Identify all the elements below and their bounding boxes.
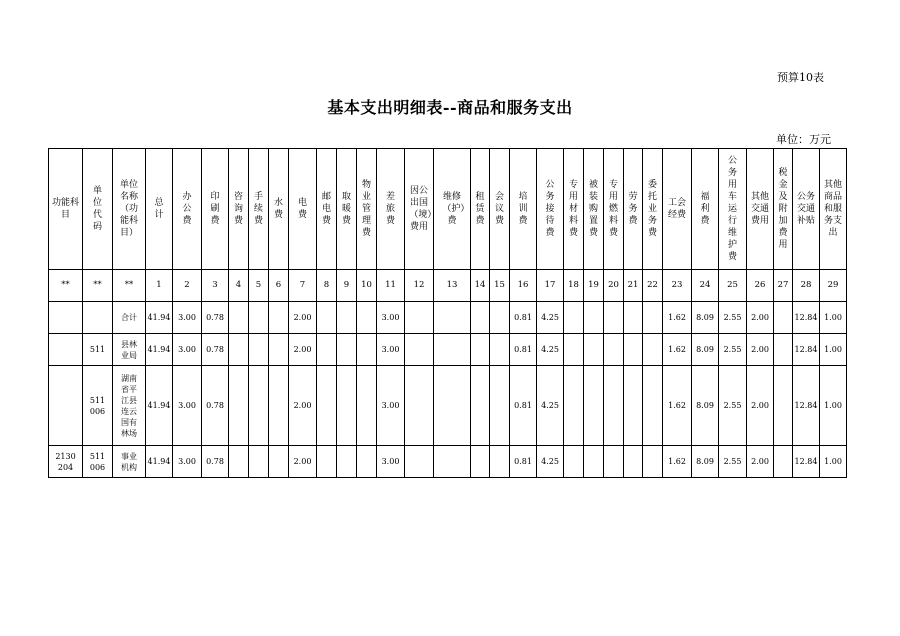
col-header-label: 公务接待费 bbox=[545, 180, 555, 238]
cell-fuel bbox=[604, 302, 624, 334]
col-header-heating bbox=[337, 149, 357, 270]
col-header-uniform bbox=[584, 149, 604, 270]
cell-uniform: 19 bbox=[584, 270, 604, 302]
cell-tax bbox=[774, 334, 793, 366]
cell-entrust bbox=[643, 302, 663, 334]
cell-uniform bbox=[584, 334, 604, 366]
cell-heating bbox=[337, 302, 357, 334]
cell-consult bbox=[229, 366, 249, 446]
cell-total: 41.94 bbox=[146, 366, 173, 446]
col-header-label: 邮电费 bbox=[321, 192, 331, 226]
cell-labor: 21 bbox=[624, 270, 643, 302]
cell-heating: 9 bbox=[337, 270, 357, 302]
cell-travel: 11 bbox=[377, 270, 405, 302]
col-header-label: 因公出国（境）费用 bbox=[409, 186, 437, 232]
cell-func bbox=[49, 366, 83, 446]
cell-abroad bbox=[405, 302, 434, 334]
cell-property bbox=[357, 334, 377, 366]
table-number: 预算10表 bbox=[777, 71, 824, 84]
cell-office: 3.00 bbox=[173, 366, 202, 446]
cell-transport: 26 bbox=[747, 270, 774, 302]
col-header-label: 公务用车运行维护费 bbox=[727, 156, 737, 262]
col-header-label: 专用材料费 bbox=[568, 180, 578, 238]
col-header-reception bbox=[537, 149, 564, 270]
cell-tax bbox=[774, 366, 793, 446]
cell-tax bbox=[774, 446, 793, 478]
cell-reception: 4.25 bbox=[537, 302, 564, 334]
cell-reception: 17 bbox=[537, 270, 564, 302]
cell-vehicle: 2.55 bbox=[719, 334, 747, 366]
cell-name: 湖南 省平 江县 连云 国有 林场 bbox=[113, 366, 146, 446]
col-header-label: 物业管理费 bbox=[361, 180, 371, 238]
cell-heating bbox=[337, 334, 357, 366]
col-header-other bbox=[820, 149, 847, 270]
col-header-subsidy bbox=[793, 149, 820, 270]
unit-label: 单位：万元 bbox=[776, 133, 831, 146]
cell-welfare: 8.09 bbox=[692, 366, 719, 446]
cell-material bbox=[564, 366, 584, 446]
cell-labor bbox=[624, 334, 643, 366]
cell-handling bbox=[249, 366, 269, 446]
cell-subsidy: 12.84 bbox=[793, 446, 820, 478]
col-header-fuel bbox=[604, 149, 624, 270]
cell-post bbox=[317, 302, 337, 334]
cell-uniform bbox=[584, 302, 604, 334]
cell-name: 事业 机构 bbox=[113, 446, 146, 478]
cell-meeting bbox=[490, 446, 510, 478]
col-header-water bbox=[269, 149, 289, 270]
cell-consult bbox=[229, 334, 249, 366]
cell-total: 41.94 bbox=[146, 334, 173, 366]
col-header-material bbox=[564, 149, 584, 270]
col-header-label: 专用燃料费 bbox=[608, 180, 618, 238]
cell-labor bbox=[624, 446, 643, 478]
table-row bbox=[49, 366, 847, 446]
col-header-label: 租赁费 bbox=[475, 192, 485, 226]
cell-reception: 4.25 bbox=[537, 366, 564, 446]
cell-code: 511 006 bbox=[83, 366, 113, 446]
cell-travel: 3.00 bbox=[377, 334, 405, 366]
cell-vehicle: 2.55 bbox=[719, 302, 747, 334]
col-header-label: 功能科目 bbox=[51, 198, 79, 220]
cell-electric: 2.00 bbox=[289, 446, 317, 478]
cell-electric: 2.00 bbox=[289, 334, 317, 366]
cell-repair bbox=[434, 366, 471, 446]
cell-post bbox=[317, 366, 337, 446]
cell-subsidy: 12.84 bbox=[793, 334, 820, 366]
col-header-travel bbox=[377, 149, 405, 270]
col-header-labor bbox=[624, 149, 643, 270]
cell-meeting bbox=[490, 334, 510, 366]
col-header-label: 其他商品和服务支出 bbox=[823, 180, 842, 238]
cell-code: ** bbox=[83, 270, 113, 302]
col-header-rent bbox=[471, 149, 490, 270]
col-header-property bbox=[357, 149, 377, 270]
cell-consult: 4 bbox=[229, 270, 249, 302]
cell-water bbox=[269, 302, 289, 334]
cell-entrust: 22 bbox=[643, 270, 663, 302]
col-header-tax bbox=[774, 149, 793, 270]
col-header-print bbox=[202, 149, 229, 270]
cell-other: 1.00 bbox=[820, 366, 847, 446]
cell-name: 县林 业局 bbox=[113, 334, 146, 366]
col-header-total bbox=[146, 149, 173, 270]
cell-rent bbox=[471, 366, 490, 446]
col-header-training bbox=[510, 149, 537, 270]
cell-meeting bbox=[490, 366, 510, 446]
cell-entrust bbox=[643, 366, 663, 446]
col-header-union bbox=[663, 149, 692, 270]
col-header-label: 其他交通费用 bbox=[750, 192, 769, 226]
cell-electric: 2.00 bbox=[289, 302, 317, 334]
cell-total: 41.94 bbox=[146, 302, 173, 334]
cell-consult bbox=[229, 302, 249, 334]
cell-subsidy: 28 bbox=[793, 270, 820, 302]
col-header-welfare bbox=[692, 149, 719, 270]
cell-post bbox=[317, 334, 337, 366]
table-row bbox=[49, 446, 847, 478]
col-header-label: 会议费 bbox=[494, 192, 504, 226]
cell-property: 10 bbox=[357, 270, 377, 302]
cell-welfare: 8.09 bbox=[692, 302, 719, 334]
cell-uniform bbox=[584, 446, 604, 478]
cell-total: 41.94 bbox=[146, 446, 173, 478]
cell-func: ** bbox=[49, 270, 83, 302]
cell-func: 2130 204 bbox=[49, 446, 83, 478]
col-header-electric bbox=[289, 149, 317, 270]
index-row bbox=[49, 270, 847, 302]
col-header-label: 单位代码 bbox=[92, 186, 102, 232]
cell-abroad: 12 bbox=[405, 270, 434, 302]
cell-transport: 2.00 bbox=[747, 446, 774, 478]
col-header-label: 维修（护）费 bbox=[442, 192, 470, 226]
cell-print: 0.78 bbox=[202, 366, 229, 446]
cell-meeting: 15 bbox=[490, 270, 510, 302]
cell-name: ** bbox=[113, 270, 146, 302]
cell-water bbox=[269, 446, 289, 478]
col-header-code bbox=[83, 149, 113, 270]
col-header-label: 福利费 bbox=[700, 192, 710, 226]
cell-rent: 14 bbox=[471, 270, 490, 302]
col-header-label: 总计 bbox=[154, 198, 164, 220]
col-header-label: 单位名称（功能科目） bbox=[119, 180, 138, 238]
cell-rent bbox=[471, 446, 490, 478]
cell-office: 2 bbox=[173, 270, 202, 302]
cell-other: 1.00 bbox=[820, 334, 847, 366]
cell-reception: 4.25 bbox=[537, 334, 564, 366]
col-header-label: 培训费 bbox=[518, 192, 528, 226]
col-header-func bbox=[49, 149, 83, 270]
cell-print: 0.78 bbox=[202, 302, 229, 334]
cell-meeting bbox=[490, 302, 510, 334]
cell-fuel: 20 bbox=[604, 270, 624, 302]
cell-union: 1.62 bbox=[663, 334, 692, 366]
col-header-label: 手续费 bbox=[253, 192, 263, 226]
cell-welfare: 24 bbox=[692, 270, 719, 302]
cell-heating bbox=[337, 446, 357, 478]
cell-consult bbox=[229, 446, 249, 478]
cell-training: 0.81 bbox=[510, 366, 537, 446]
cell-travel: 3.00 bbox=[377, 446, 405, 478]
col-header-repair bbox=[434, 149, 471, 270]
cell-handling bbox=[249, 446, 269, 478]
cell-material bbox=[564, 302, 584, 334]
col-header-post bbox=[317, 149, 337, 270]
col-header-abroad bbox=[405, 149, 437, 270]
cell-travel: 3.00 bbox=[377, 302, 405, 334]
cell-electric: 7 bbox=[289, 270, 317, 302]
cell-entrust bbox=[643, 334, 663, 366]
cell-tax: 27 bbox=[774, 270, 793, 302]
cell-repair bbox=[434, 446, 471, 478]
cell-print: 0.78 bbox=[202, 446, 229, 478]
col-header-entrust bbox=[643, 149, 663, 270]
col-header-meeting bbox=[490, 149, 510, 270]
cell-vehicle: 2.55 bbox=[719, 446, 747, 478]
col-header-label: 公务交通补贴 bbox=[796, 192, 815, 226]
cell-subsidy: 12.84 bbox=[793, 302, 820, 334]
cell-property bbox=[357, 302, 377, 334]
cell-post bbox=[317, 446, 337, 478]
cell-material bbox=[564, 334, 584, 366]
cell-welfare: 8.09 bbox=[692, 334, 719, 366]
cell-other: 1.00 bbox=[820, 302, 847, 334]
col-header-label: 办公费 bbox=[182, 192, 192, 226]
cell-rent bbox=[471, 302, 490, 334]
cell-handling bbox=[249, 334, 269, 366]
cell-union: 1.62 bbox=[663, 366, 692, 446]
col-header-label: 被装购置费 bbox=[588, 180, 598, 238]
cell-code: 511 bbox=[83, 334, 113, 366]
cell-labor bbox=[624, 366, 643, 446]
col-header-consult bbox=[229, 149, 249, 270]
col-header-transport bbox=[747, 149, 774, 270]
cell-tax bbox=[774, 302, 793, 334]
page-title: 基本支出明细表--商品和服务支出 bbox=[327, 98, 573, 117]
cell-water bbox=[269, 366, 289, 446]
cell-transport: 2.00 bbox=[747, 366, 774, 446]
cell-code: 511 006 bbox=[83, 446, 113, 478]
cell-office: 3.00 bbox=[173, 334, 202, 366]
cell-abroad bbox=[405, 446, 434, 478]
cell-repair bbox=[434, 302, 471, 334]
col-header-label: 税金及附加费用 bbox=[778, 168, 788, 250]
cell-other: 29 bbox=[820, 270, 847, 302]
cell-training: 0.81 bbox=[510, 302, 537, 334]
cell-material: 18 bbox=[564, 270, 584, 302]
cell-union: 1.62 bbox=[663, 302, 692, 334]
cell-property bbox=[357, 446, 377, 478]
col-header-label: 差旅费 bbox=[385, 192, 395, 226]
col-header-label: 劳务费 bbox=[628, 192, 638, 226]
cell-vehicle: 2.55 bbox=[719, 366, 747, 446]
cell-other: 1.00 bbox=[820, 446, 847, 478]
col-header-label: 取暖费 bbox=[341, 192, 351, 226]
cell-welfare: 8.09 bbox=[692, 446, 719, 478]
cell-fuel bbox=[604, 334, 624, 366]
col-header-label: 印刷费 bbox=[210, 192, 220, 226]
col-header-office bbox=[173, 149, 202, 270]
cell-water bbox=[269, 334, 289, 366]
col-header-label: 咨询费 bbox=[233, 192, 243, 226]
cell-abroad bbox=[405, 334, 434, 366]
col-header-name bbox=[113, 149, 146, 270]
col-header-label: 工会经费 bbox=[667, 198, 686, 220]
cell-reception: 4.25 bbox=[537, 446, 564, 478]
cell-repair: 13 bbox=[434, 270, 471, 302]
cell-repair bbox=[434, 334, 471, 366]
col-header-label: 水费 bbox=[273, 198, 283, 220]
col-header-label: 委托业务费 bbox=[647, 180, 657, 238]
cell-abroad bbox=[405, 366, 434, 446]
cell-transport: 2.00 bbox=[747, 302, 774, 334]
cell-entrust bbox=[643, 446, 663, 478]
header-row bbox=[49, 149, 847, 270]
cell-code bbox=[83, 302, 113, 334]
cell-travel: 3.00 bbox=[377, 366, 405, 446]
cell-union: 23 bbox=[663, 270, 692, 302]
cell-training: 16 bbox=[510, 270, 537, 302]
cell-rent bbox=[471, 334, 490, 366]
cell-office: 3.00 bbox=[173, 302, 202, 334]
table-row bbox=[49, 334, 847, 366]
cell-post: 8 bbox=[317, 270, 337, 302]
cell-fuel bbox=[604, 366, 624, 446]
cell-material bbox=[564, 446, 584, 478]
cell-total: 1 bbox=[146, 270, 173, 302]
cell-handling: 5 bbox=[249, 270, 269, 302]
cell-water: 6 bbox=[269, 270, 289, 302]
cell-uniform bbox=[584, 366, 604, 446]
cell-property bbox=[357, 366, 377, 446]
cell-func bbox=[49, 302, 83, 334]
cell-vehicle: 25 bbox=[719, 270, 747, 302]
col-header-handling bbox=[249, 149, 269, 270]
cell-electric: 2.00 bbox=[289, 366, 317, 446]
expense-detail-table bbox=[48, 148, 847, 478]
cell-union: 1.62 bbox=[663, 446, 692, 478]
cell-transport: 2.00 bbox=[747, 334, 774, 366]
col-header-label: 电费 bbox=[297, 198, 307, 220]
col-header-vehicle bbox=[719, 149, 747, 270]
cell-subsidy: 12.84 bbox=[793, 366, 820, 446]
cell-handling bbox=[249, 302, 269, 334]
cell-fuel bbox=[604, 446, 624, 478]
cell-heating bbox=[337, 366, 357, 446]
cell-training: 0.81 bbox=[510, 334, 537, 366]
cell-func bbox=[49, 334, 83, 366]
cell-office: 3.00 bbox=[173, 446, 202, 478]
cell-name: 合计 bbox=[113, 302, 146, 334]
table-row bbox=[49, 302, 847, 334]
cell-labor bbox=[624, 302, 643, 334]
cell-print: 3 bbox=[202, 270, 229, 302]
cell-print: 0.78 bbox=[202, 334, 229, 366]
cell-training: 0.81 bbox=[510, 446, 537, 478]
